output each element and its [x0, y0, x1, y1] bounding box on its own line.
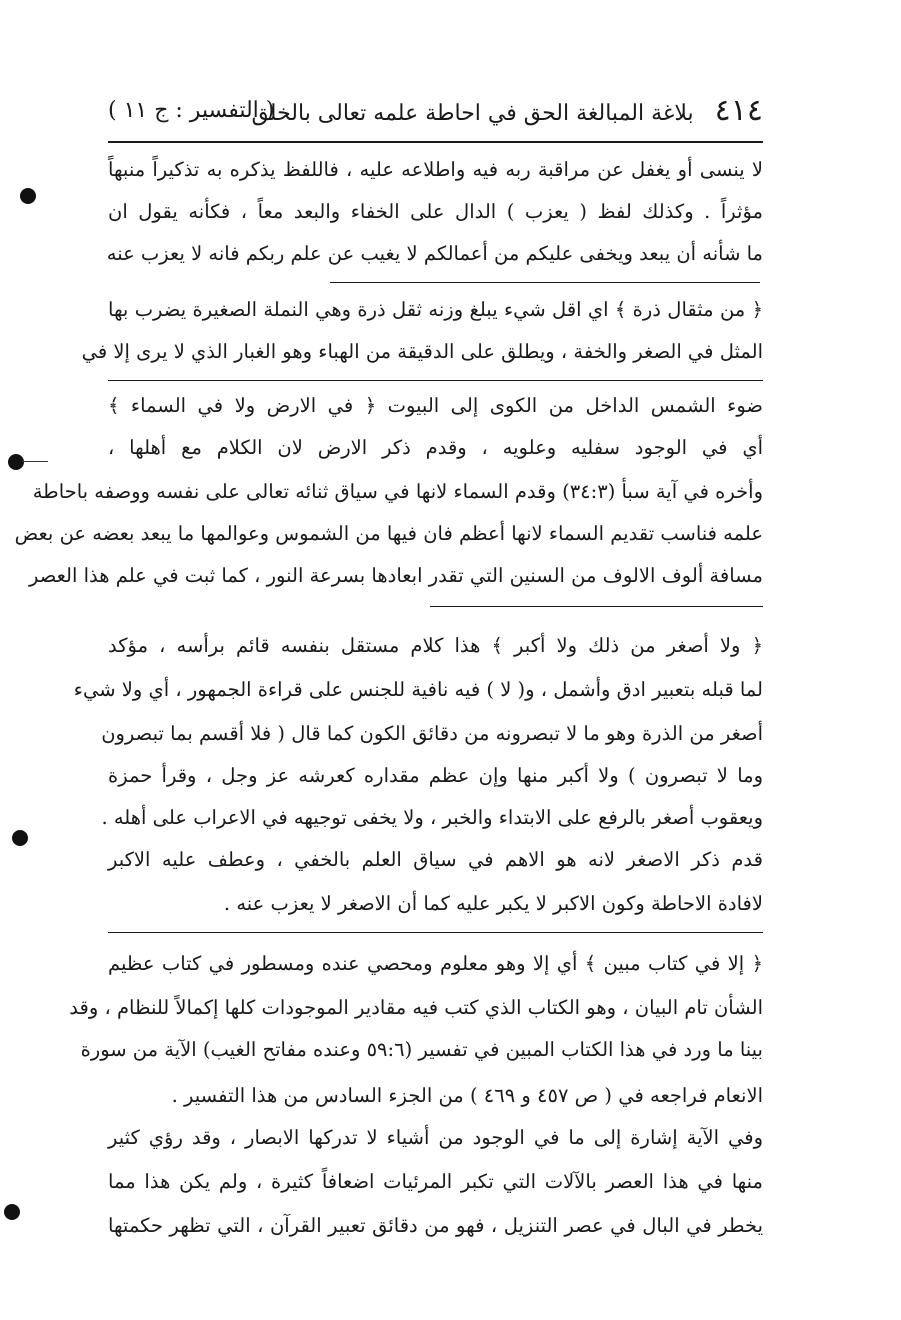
- text-line: ما شأنه أن يبعد ويخفى عليكم من أعمالكم لا يغيب عن علم ربكم فانه لا يعزب عنه: [106, 242, 763, 265]
- text-line: ﴿ إلا في كتاب مبين ﴾ أي إلا وهو معلوم ومحصي عنده ومسطور في كتاب عظيم: [108, 952, 763, 975]
- text-line: ضوء الشمس الداخل من الكوى إلى البيوت ﴿ في الارض ولا في السماء ﴾: [108, 394, 763, 417]
- section-rule: [330, 282, 760, 283]
- text-line: ويعقوب أصغر بالرفع على الابتداء والخبر ، ولا يخفى توجيهه في الاعراب على أهله .: [101, 806, 763, 829]
- running-header: [108, 82, 763, 140]
- text-line: مؤثراً . وكذلك لفظ ( يعزب ) الدال على الخفاء والبعد معاً ، فكأنه يقول ان: [108, 200, 763, 223]
- binding-hole-mark: [4, 1204, 20, 1220]
- text-line: يخطر في البال في عصر التنزيل ، فهو من دقائق تعبير القرآن ، التي تظهر حكمتها: [108, 1214, 763, 1237]
- section-rule: [430, 606, 763, 607]
- binding-hole-mark: [20, 188, 36, 204]
- header-rule: [108, 141, 763, 143]
- binding-hole-mark: [8, 454, 24, 470]
- section-rule: [108, 932, 763, 933]
- binding-hole-mark: [12, 830, 28, 846]
- text-line: ﴿ من مثقال ذرة ﴾ اي اقل شيء يبلغ وزنه ثقل ذرة وهي النملة الصغيرة يضرب بها: [108, 298, 763, 321]
- text-line: وما لا تبصرون ) ولا أكبر منها وإن عظم مقداره كعرشه عز وجل ، وقرأ حمزة: [108, 764, 763, 787]
- text-line: الشأن تام البيان ، وهو الكتاب الذي كتب فيه مقادير الموجودات كلها إكمالاً للنظام ، وقد: [69, 996, 763, 1019]
- section-rule: [108, 380, 763, 381]
- text-line: ﴿ ولا أصغر من ذلك ولا أكبر ﴾ هذا كلام مستقل بنفسه قائم برأسه ، مؤكد: [108, 634, 763, 657]
- text-line: لافادة الاحاطة وكون الاكبر لا يكبر عليه كما أن الاصغر لا يعزب عنه .: [223, 892, 763, 915]
- text-line: منها في هذا العصر بالآلات التي تكبر المرئيات اضعافاً كثيرة ، ولم يكن هذا مما: [108, 1170, 763, 1193]
- text-line: أصغر من الذرة وهو ما لا تبصرونه من دقائق الكون كما قال ( فلا أقسم بما تبصرون: [101, 722, 763, 745]
- text-line: المثل في الصغر والخفة ، ويطلق على الدقيقة من الهباء وهو الغبار الذي لا يرى إلا في: [81, 340, 763, 363]
- text-line: الانعام فراجعه في ( ص ٤٥٧ و ٤٦٩ ) من الجزء السادس من هذا التفسير .: [171, 1084, 763, 1107]
- text-line: أي في الوجود سفليه وعلويه ، وقدم ذكر الارض لان الكلام مع أهلها ،: [108, 436, 763, 459]
- text-line: لما قبله بتعبير ادق وأشمل ، و( لا ) فيه نافية للجنس على قراءة الجمهور ، أي ولا شيء: [73, 678, 763, 701]
- text-line: وأخره في آية سبأ (٣٤:٣) وقدم السماء لانها في سياق ثنائه تعالى على نفسه ووصفه باحاطة: [32, 480, 763, 503]
- text-line: علمه فناسب تقديم السماء لانها أعظم فان فيها من الشموس وعوالمها ما يبعد بعضه عن بعض: [14, 522, 763, 545]
- volume-tag: ( التفسير : ج ١١ ): [108, 98, 275, 123]
- running-title: بلاغة المبالغة الحق في احاطة علمه تعالى بالخلق: [251, 101, 694, 126]
- text-line: وفي الآية إشارة إلى ما في الوجود من أشياء لا تدركها الابصار ، وقد رؤي كثير: [108, 1126, 763, 1149]
- text-line: قدم ذكر الاصغر لانه هو الاهم في سياق العلم بالخفي ، وعطف عليه الاكبر: [108, 848, 763, 871]
- text-line: مسافة ألوف الالوف من السنين التي تقدر ابعادها بسرعة النور ، كما ثبت في علم هذا العصر: [28, 564, 763, 587]
- page-number: ٤١٤: [714, 93, 763, 128]
- text-line: بينا ما ورد في هذا الكتاب المبين في تفسير (٥٩:٦ وعنده مفاتح الغيب) الآية من سورة: [80, 1038, 763, 1061]
- text-line: لا ينسى أو يغفل عن مراقبة ربه فيه واطلاعه عليه ، فاللفظ يذكره به تذكيراً منبهاً: [108, 158, 763, 181]
